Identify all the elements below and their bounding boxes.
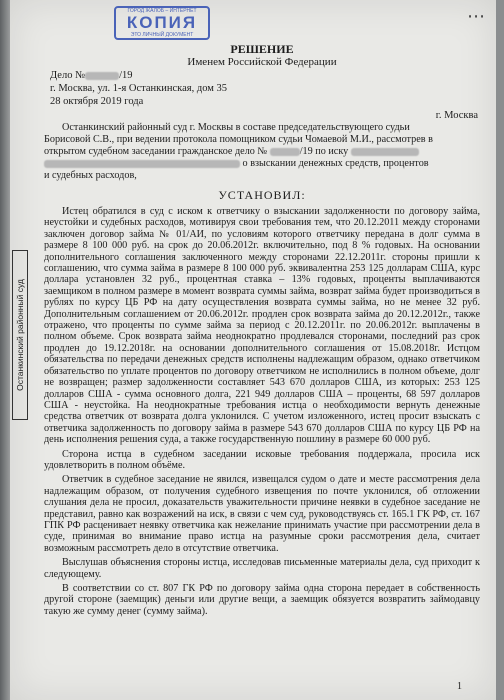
document-title: РЕШЕНИЕ <box>230 42 294 56</box>
intro-line-3b: /19 по иску <box>299 146 349 157</box>
binding-edge <box>0 0 10 700</box>
section-heading: УСТАНОВИЛ: <box>218 188 306 202</box>
paragraph-court-findings: Выслушав объяснения стороны истца, исследовав письменные материалы дела, суд приходит к следующему. <box>44 557 480 580</box>
intro-line-5: и судебных расходов, <box>44 170 137 181</box>
paragraph-plaintiff-position: Сторона истца в судебном заседании исковые требования поддержала, просила иск удовлетворить в полном объёме. <box>44 448 480 471</box>
intro-line-3a: открытом судебном заседании гражданское дело № <box>44 146 268 157</box>
document-subtitle: Именем Российской Федерации <box>187 56 337 68</box>
paragraph-defendant-absence: Ответчик в судебное заседание не явился, извещался судом о дате и месте рассмотрения дела надлежащим образом, от получения судебного извещения по почте уклонился, об отложении слушания дела не просил, доказательств уважительности причине неявки в судебное заседание не представил, равно как возражений на иск, в связи с чем суд, руководствуясь ст. 165.1 ГК РФ, ст. 167 ГПК РФ расценивает неявку ответчика как нежелание принимать участие при рассмотрении дела в суде, принимая во внимание право истца на разумные сроки рассмотрения дела, считает возможным рассмотреть дело в отсутствие ответчика. <box>44 474 480 554</box>
case-number-prefix: Дело № <box>50 70 86 81</box>
redacted-plaintiff <box>351 148 419 156</box>
city: г. Москва <box>435 110 478 121</box>
paragraph-law-reference: В соответствии со ст. 807 ГК РФ по договору займа одна сторона передает в собственность другой стороне (заемщик) деньги или другие вещи, а заемщик обязуется возвратить займодавцу такую же сумму денег (сумму займа). <box>44 583 480 617</box>
decision-body <box>44 206 480 620</box>
redacted-case-number <box>85 72 119 80</box>
case-number <box>50 70 133 81</box>
case-number-suffix: /19 <box>119 70 133 81</box>
court-address: г. Москва, ул. 1-я Останкинская, дом 35 <box>50 83 228 94</box>
document-page <box>10 0 496 700</box>
more-options-icon[interactable]: ⋯ <box>467 6 486 27</box>
page-number: 1 <box>457 681 462 692</box>
redacted-defendant <box>44 160 240 168</box>
redacted-case-id <box>270 148 300 156</box>
decision-date: 28 октября 2019 года <box>50 96 144 107</box>
intro-line-4-text: о взыскании денежных средств, процентов <box>242 158 429 169</box>
intro-line-2: Борисовой С.В., при ведении протокола помощником судьи Чомаевой М.И., рассмотрев в <box>44 134 433 145</box>
intro-line-3 <box>44 146 419 157</box>
stamp-top-text: ГОРОД ЖАЛОБ – ИНТЕРНЕТ <box>127 8 197 14</box>
copy-stamp <box>114 6 210 40</box>
paragraph-claim: Истец обратился в суд с иском к ответчику о взыскании задолженности по договору займа, неустойки и судебных расходов, мотивируя свои требования тем, что 20.12.2011 между сторонами заключен договор займа № 01/АИ, по условиям которого ответчику передана в долг сумма в размере 8 100 000 руб. на срок до 20.06.2012г. включительно, под 8 % годовых. На основании дополнительного соглашения заключенного между сторонами 22.12.2011г. стороны пришли к соглашению, что сумма займа в размере 8 100 000 руб. эквивалентна 253 125 долларам США, курс доллара установлен 32 руб., процентная ставка – 13% годовых, проценты выплачиваются заемщиком в полном размере в момент возврата суммы займа, возврат займа будет производиться в рублях по курсу ЦБ РФ на дату осуществления возврата суммы займа, но не менее 32 руб. Дополнительным соглашением от 20.06.2012г. продлен срок возврата займа до 20.12.2012г., также отражено, что проценты по сумме займа за период с 20.12.2011г. по 20.06.2012г. выплачены в полном объеме. Срок возврата займа неоднократно продлевался сторонами, последний раз срок продлен до 19.12.2018г. на основании дополнительного соглашения от 15.08.2018г. Истцом обязательства по передачи денежных средств исполнены надлежащим образом, однако ответчиком обязательство по уплате процентов по договору ответчиком не исполнились в полном объеме, долг не возвращен; размер задолженности составляет 543 670 долларов США, из которых: 253 125 долларов США - сумма основного долга, 221 949 долларов США – проценты, 68 597 долларов США - неустойка. На неоднократные требования истца о необходимости вернуть денежные средства ответчик от возврата долга уклонился. С учетом изложенного, истец просит взыскать с ответчика задолженность по договору займа в размере 543 670 долларов США по курсу ЦБ РФ на день исполнения решения суда, а также государственную пошлину в размере 60 000 руб. <box>44 206 480 446</box>
side-court-label <box>12 250 28 420</box>
stamp-word: КОПИЯ <box>126 13 198 32</box>
intro-line-4 <box>44 158 429 169</box>
stamp-bottom-text: ЭТО ЛИЧНЫЙ ДОКУМЕНТ <box>130 32 194 38</box>
side-court-label-text: Останкинский районный суд <box>15 279 25 391</box>
intro-line-1: Останкинский районный суд г. Москвы в составе председательствующего судьи <box>62 122 410 133</box>
